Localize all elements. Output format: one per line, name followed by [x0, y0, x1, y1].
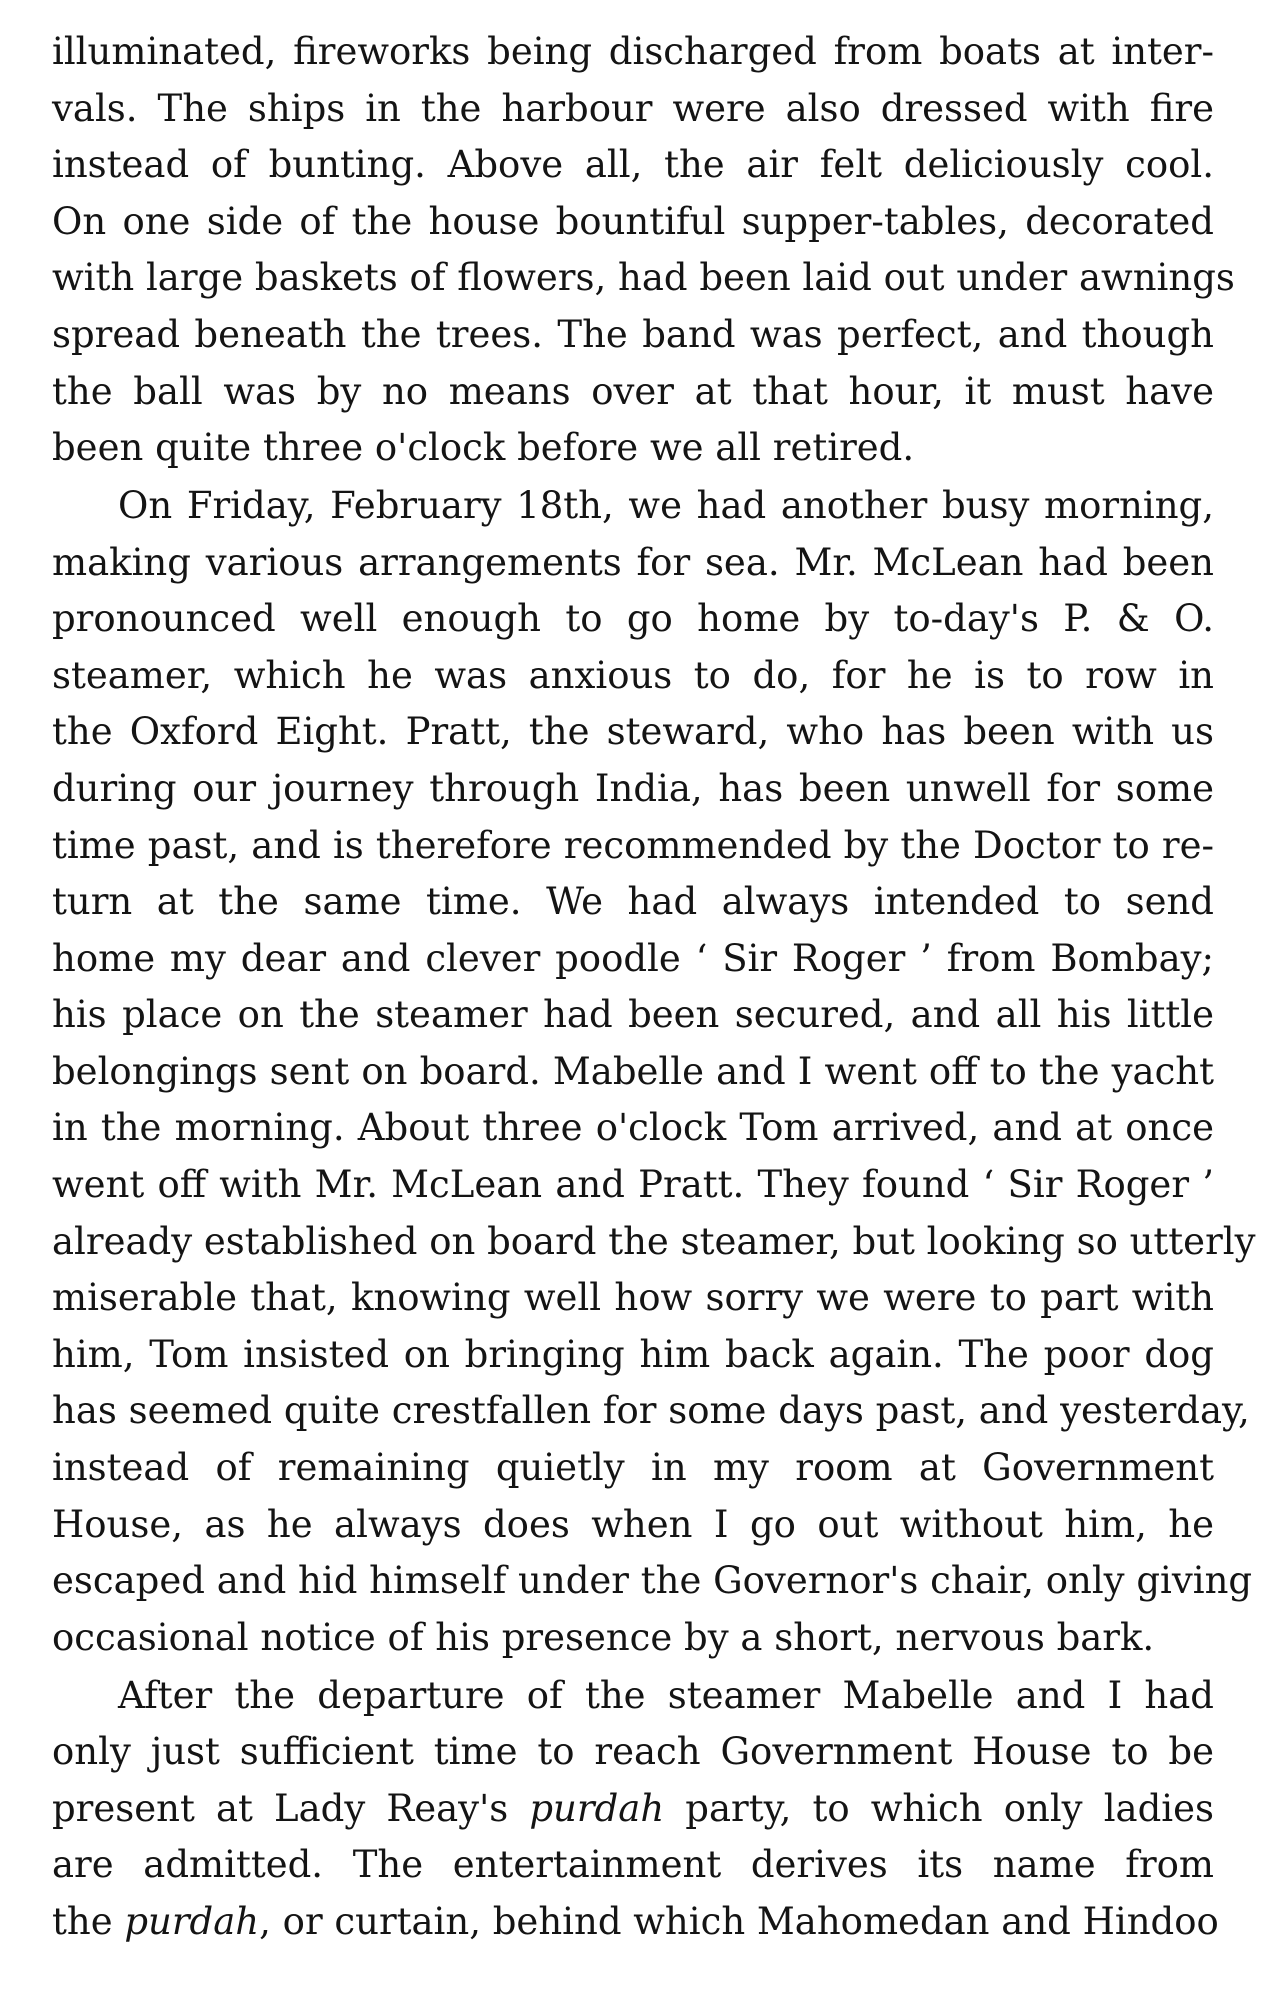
text-line: him, Tom insisted on bringing him back again. The poor dog	[52, 1332, 1214, 1376]
text-line: making various arrangements for sea. Mr. McLean had been	[52, 540, 1214, 584]
text-line: On Friday, February 18th, we had another busy morning,	[118, 483, 1214, 527]
text-line	[52, 1781, 1214, 1838]
text-line: during our journey through India, has been unwell for some	[52, 766, 1214, 810]
text-line: escaped and hid himself under the Governor's chair, only giving	[52, 1559, 1253, 1603]
text-line: the ball was by no means over at that hour, it must have	[52, 369, 1214, 413]
text-line: instead of bunting. Above all, the air felt deliciously cool.	[52, 143, 1214, 187]
text-line: belongings sent on board. Mabelle and I went off to the yacht	[52, 1049, 1214, 1093]
paragraph-purdah	[52, 1668, 1219, 1951]
text-line: illuminated, fireworks being discharged from boats at inter-	[52, 30, 1214, 73]
text-line: the Oxford Eight. Pratt, the steward, who has been with us	[52, 710, 1214, 754]
text-segment: the	[52, 1899, 125, 1943]
text-line: occasional notice of his presence by a short, nervous bark.	[52, 1615, 1155, 1659]
paragraph-fireworks	[52, 24, 1235, 477]
text-line: went off with Mr. McLean and Pratt. They found ‘ Sir Roger ’	[52, 1163, 1214, 1207]
book-page	[52, 24, 1256, 1952]
text-line: already established on board the steamer, but looking so utterly	[52, 1219, 1256, 1263]
text-line: miserable that, knowing well how sorry we were to part with	[52, 1276, 1214, 1320]
text-line: spread beneath the trees. The band was perfect, and though	[52, 312, 1214, 356]
text-line: been quite three o'clock before we all retired.	[52, 426, 915, 470]
text-line: instead of remaining quietly in my room at Government	[52, 1446, 1214, 1490]
text-line: On one side of the house bountiful supper-tables, decorated	[52, 199, 1214, 243]
text-line: steamer, which he was anxious to do, for he is to row in	[52, 653, 1214, 697]
text-line	[52, 1894, 1219, 1951]
italic-term: purdah	[529, 1786, 665, 1830]
text-line: vals. The ships in the harbour were also dressed with fire	[52, 86, 1214, 130]
text-segment: present at Lady Reay's	[52, 1786, 530, 1830]
text-line: are admitted. The entertainment derives its name from	[52, 1843, 1214, 1887]
text-line: in the morning. About three o'clock Tom arrived, and at once	[52, 1106, 1214, 1150]
text-line: House, as he always does when I go out without him, he	[52, 1502, 1214, 1546]
text-line: has seemed quite crestfallen for some days past, and yesterday,	[52, 1389, 1250, 1433]
text-segment: , or curtain, behind which Mahomedan and Hindoo	[259, 1899, 1219, 1943]
text-line: his place on the steamer had been secured, and all his little	[52, 993, 1214, 1037]
italic-term: purdah	[124, 1899, 260, 1943]
paragraph-friday	[52, 478, 1256, 1666]
text-line: After the departure of the steamer Mabelle and I had	[118, 1673, 1214, 1717]
text-segment: party, to which only ladies	[664, 1786, 1214, 1830]
text-line: time past, and is therefore recommended by the Doctor to re-	[52, 823, 1214, 867]
text-line: turn at the same time. We had always intended to send	[52, 880, 1214, 924]
text-line: pronounced well enough to go home by to-day's P. & O.	[52, 597, 1214, 641]
text-line: home my dear and clever poodle ‘ Sir Roger ’ from Bombay;	[52, 936, 1214, 980]
text-line: with large baskets of flowers, had been laid out under awnings	[52, 256, 1235, 300]
text-line: only just sufficient time to reach Government House to be	[52, 1730, 1214, 1774]
